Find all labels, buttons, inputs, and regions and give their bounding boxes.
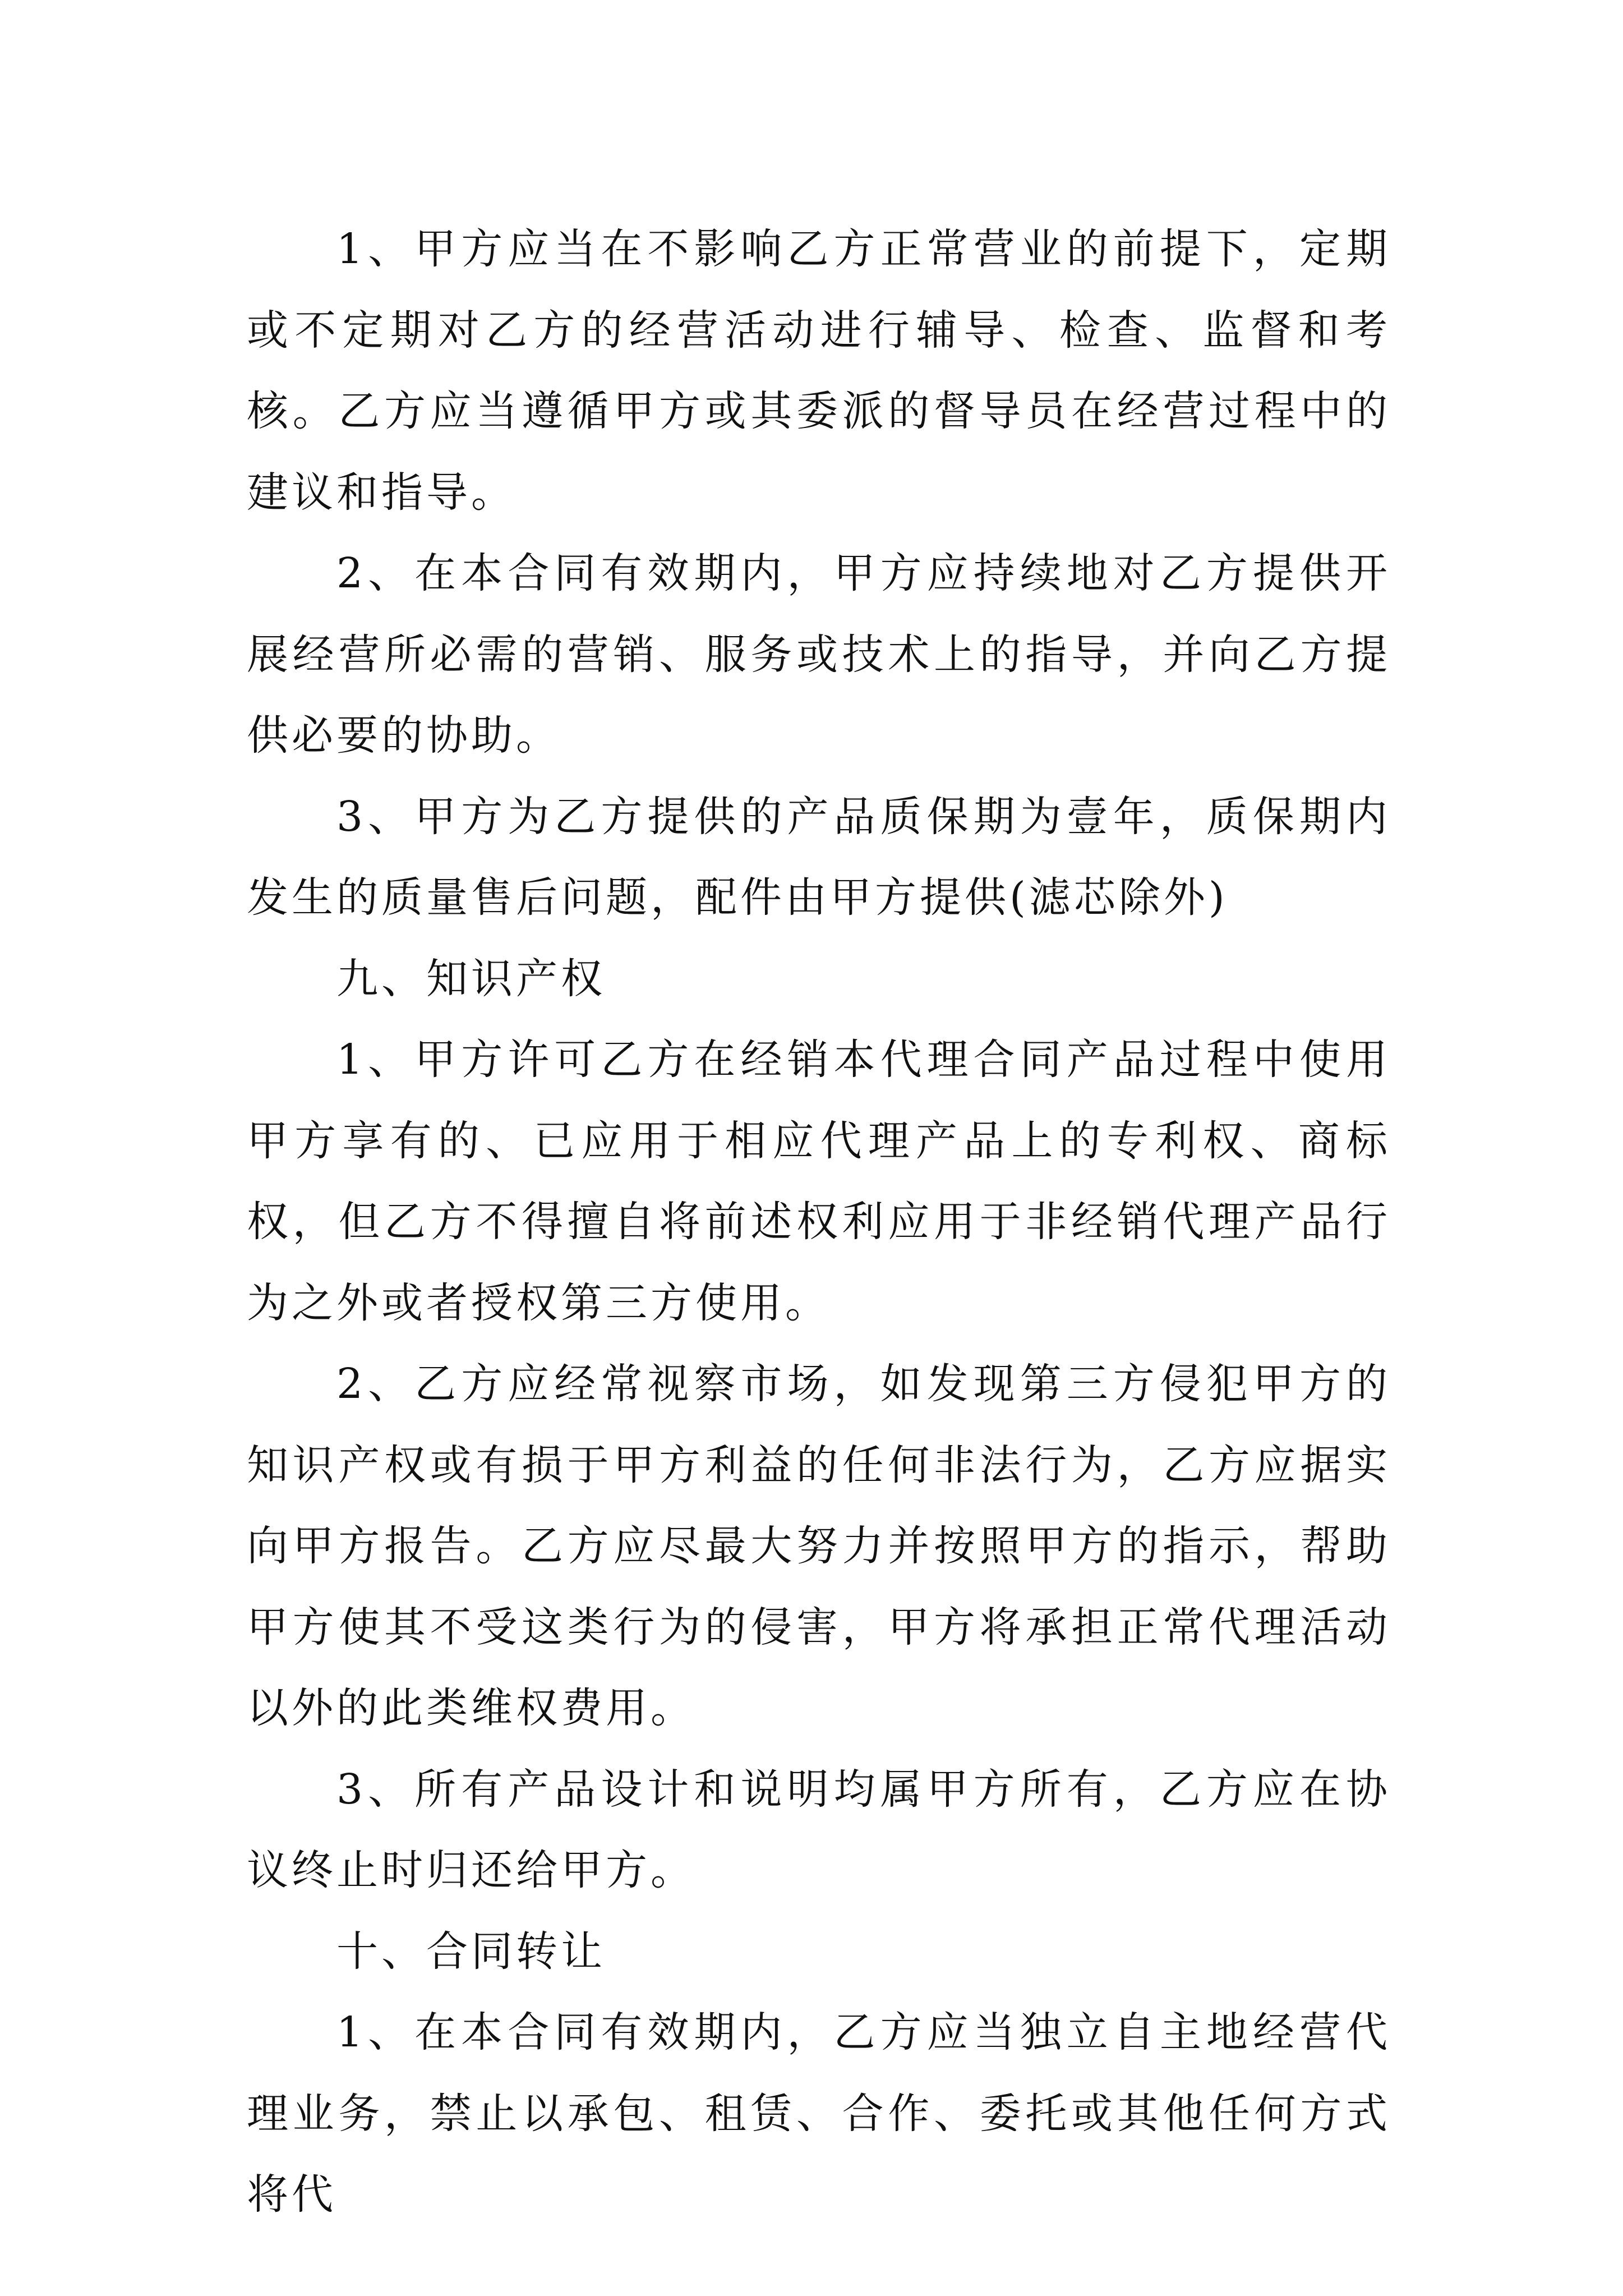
section-heading-10: 十、合同转让 — [336, 1927, 606, 1976]
paragraph-8-1: 1、甲方应当在不影响乙方正常营业的前提下，定期或不定期对乙方的经营活动进行辅导、检查、监督和考核。乙方应当遵循甲方或其委派的督导员在经营过程中的建议和指导。 — [247, 225, 1391, 517]
section-heading-9: 九、知识产权 — [336, 954, 606, 1003]
paragraph-8-2: 2、在本合同有效期内，甲方应持续地对乙方提供开展经营所必需的营销、服务或技术上的指导，并向乙方提供必要的协助。 — [247, 549, 1391, 760]
paragraph-10-1: 1、在本合同有效期内，乙方应当独立自主地经营代理业务，禁止以承包、租赁、合作、委托或其他任何方式将代 — [247, 2008, 1391, 2219]
paragraph-9-1: 1、甲方许可乙方在经销本代理合同产品过程中使用甲方享有的、已应用于相应代理产品上的专利权、商标权，但乙方不得擅自将前述权利应用于非经销代理产品行为之外或者授权第三方使用。 — [247, 1036, 1391, 1327]
paragraph-9-2: 2、乙方应经常视察市场，如发现第三方侵犯甲方的知识产权或有损于甲方利益的任何非法行为，乙方应据实向甲方报告。乙方应尽最大努力并按照甲方的指示，帮助甲方使其不受这类行为的侵害，甲方将承担正常代理活动以外的此类维权费用。 — [247, 1360, 1391, 1732]
document-body — [247, 209, 1391, 2235]
paragraph-9-3: 3、所有产品设计和说明均属甲方所有，乙方应在协议终止时归还给甲方。 — [247, 1765, 1391, 1894]
paragraph-8-3: 3、甲方为乙方提供的产品质保期为壹年，质保期内发生的质量售后问题，配件由甲方提供(滤芯除外) — [247, 792, 1391, 922]
